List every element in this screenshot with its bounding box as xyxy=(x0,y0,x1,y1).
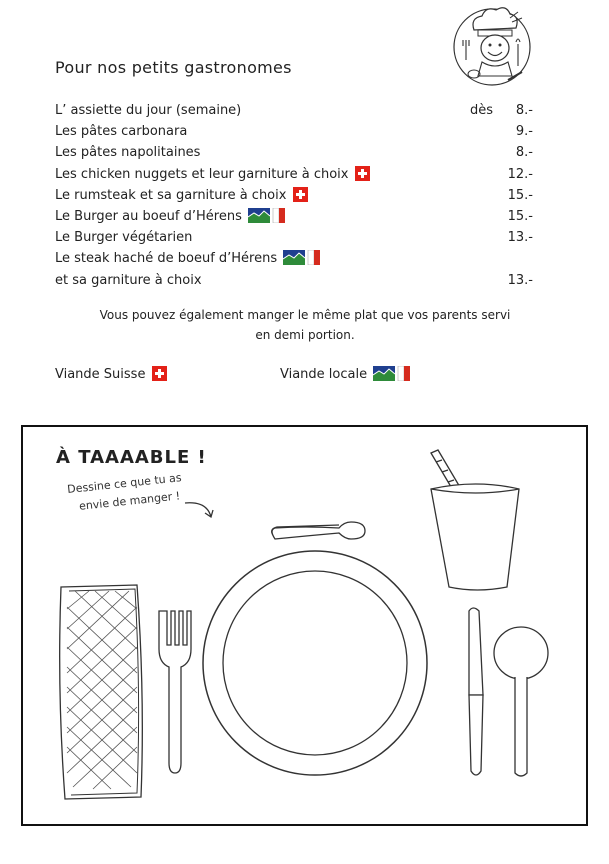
legend-local-meat xyxy=(280,366,411,382)
menu-item-label: Les pâtes napolitaines xyxy=(55,145,201,161)
menu-item-label: Le Burger végétarien xyxy=(55,230,193,246)
menu-item xyxy=(55,185,535,206)
menu-item-price: 8.- xyxy=(515,145,533,161)
menu-item xyxy=(55,164,535,185)
plate-icon xyxy=(203,551,427,775)
menu-item-price: 12.- xyxy=(507,166,533,182)
menu-item-label: Le steak haché de boeuf d’Hérens xyxy=(55,251,278,267)
table-setting-illustration xyxy=(23,427,585,823)
subtitle-line: envie de manger ! xyxy=(78,489,181,513)
soup-spoon-icon xyxy=(494,627,548,776)
glass-icon xyxy=(431,450,519,590)
menu-item-label: Les chicken nuggets et leur garniture à choix xyxy=(55,166,349,182)
half-portion-note xyxy=(40,305,570,345)
menu-item-label: Les pâtes carbonara xyxy=(55,124,188,140)
local-meat-icon xyxy=(283,250,321,265)
menu-item-prefix: dès xyxy=(469,103,493,118)
menu-item-label: L’ assiette du jour (semaine) xyxy=(55,103,242,118)
legend-local-label: Viande locale xyxy=(280,367,368,382)
subtitle-line: Dessine ce que tu as xyxy=(66,471,183,497)
menu-item-label: et sa garniture à choix xyxy=(55,272,202,288)
legend-swiss-label: Viande Suisse xyxy=(55,367,146,382)
local-meat-icon xyxy=(248,208,286,223)
menu-item-price: 8.- xyxy=(515,103,533,118)
note-line: Vous pouvez également manger le même plat que vos parents servi xyxy=(99,308,511,322)
knife-icon xyxy=(469,608,483,775)
menu-item-label: Le rumsteak et sa garniture à choix xyxy=(55,187,287,203)
menu-item-price: 13.- xyxy=(507,272,533,288)
menu-item xyxy=(55,100,535,121)
swiss-flag-icon xyxy=(293,187,308,202)
fork-icon xyxy=(159,611,191,773)
legend-swiss-meat xyxy=(55,366,167,382)
menu-item xyxy=(55,142,535,163)
menu-item-price: 13.- xyxy=(507,230,533,246)
arrow-icon xyxy=(185,503,213,517)
placemat-drawing xyxy=(21,425,588,826)
menu-item xyxy=(55,270,535,291)
menu-item xyxy=(55,248,535,269)
note-line: en demi portion. xyxy=(255,328,355,342)
swiss-flag-icon xyxy=(355,166,370,181)
napkin-icon xyxy=(60,585,143,799)
menu-item-price: 9.- xyxy=(515,124,533,140)
kids-menu-list xyxy=(55,100,535,291)
chef-illustration-icon xyxy=(452,4,532,90)
swiss-flag-icon xyxy=(152,366,167,381)
dessert-spoon-icon xyxy=(272,522,365,539)
menu-item-label: Le Burger au boeuf d’Hérens xyxy=(55,208,242,224)
menu-item-price: 15.- xyxy=(507,208,533,224)
menu-item xyxy=(55,206,535,227)
local-meat-icon xyxy=(373,366,411,381)
menu-item-price: 15.- xyxy=(507,187,533,203)
placemat-title: À TAAAABLE ! xyxy=(56,447,207,468)
menu-item xyxy=(55,121,535,142)
menu-title: Pour nos petits gastronomes xyxy=(55,58,292,77)
menu-item xyxy=(55,227,535,248)
